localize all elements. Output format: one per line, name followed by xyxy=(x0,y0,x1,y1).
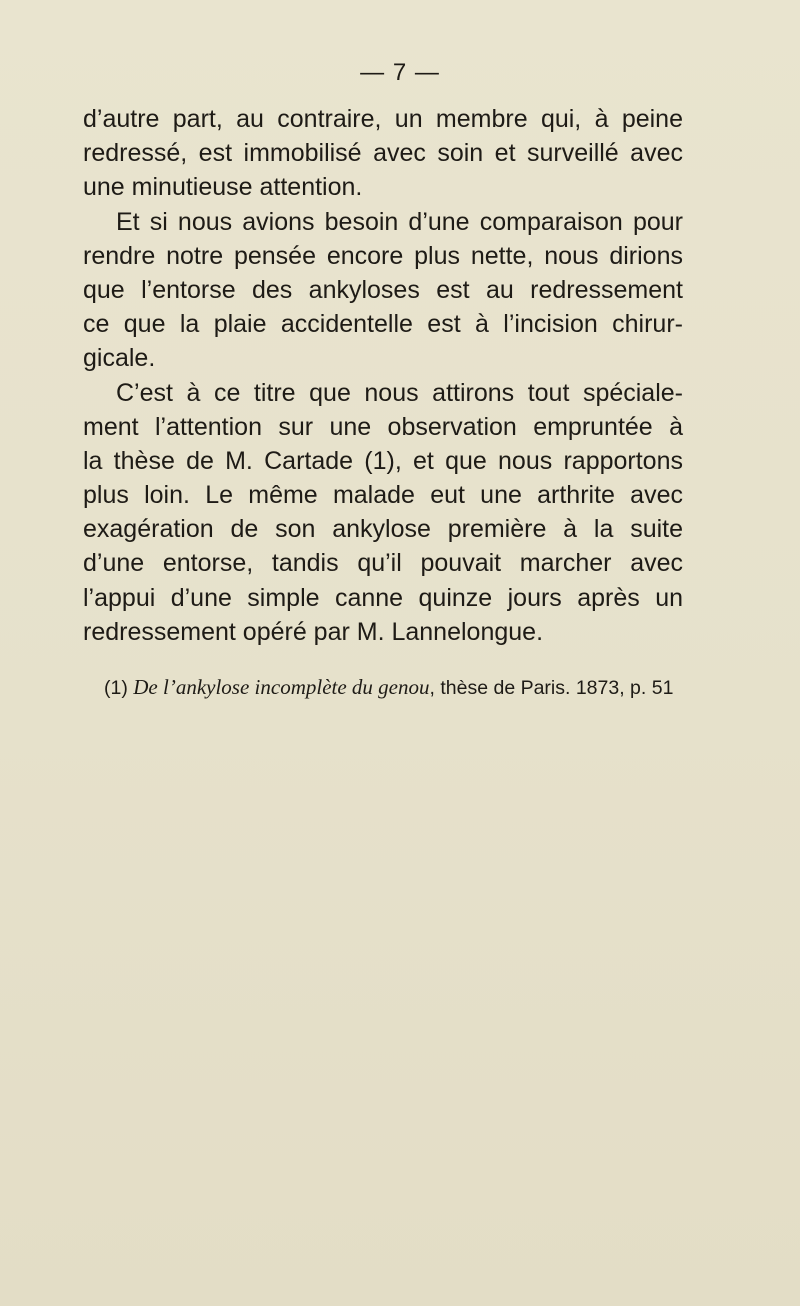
text-line: exagération de son ankylose première à la suite xyxy=(83,515,683,544)
text-line: d’une entorse, tandis qu’il pouvait marcher avec xyxy=(83,549,683,578)
text-line: redressement opéré par M. Lannelongue. xyxy=(83,617,544,646)
text-line: une minutieuse attention. xyxy=(83,173,363,202)
text-line: l’appui d’une simple canne quinze jours après un xyxy=(83,583,683,612)
text-line: que l’entorse des ankyloses est au redressement xyxy=(83,275,683,304)
text-line: gicale. xyxy=(83,344,156,373)
body-text xyxy=(83,102,683,649)
footnote-marker: (1) xyxy=(104,677,128,699)
text-line: rendre notre pensée encore plus nette, nous dirions xyxy=(83,241,683,270)
text-line: Et si nous avions besoin d’une comparaison pour xyxy=(116,207,683,236)
page-number: — 7 — xyxy=(360,59,440,86)
text-line: ment l’attention sur une observation empruntée à xyxy=(83,412,683,441)
text-line: C’est à ce titre que nous attirons tout spéciale- xyxy=(116,378,683,407)
text-line: ce que la plaie accidentelle est à l’incision chirur- xyxy=(83,310,683,339)
footnote-title: De l’ankylose incomplète du genou xyxy=(133,675,430,699)
text-line: redressé, est immobilisé avec soin et surveillé avec xyxy=(83,139,683,168)
text-line: d’autre part, au contraire, un membre qui, à peine xyxy=(83,105,683,133)
footnote-citation: , thèse de Paris. 1873, p. 51 xyxy=(429,677,674,699)
text-line: la thèse de M. Cartade (1), et que nous rapportons xyxy=(83,446,683,475)
text-line: plus loin. Le même malade eut une arthrite avec xyxy=(83,481,683,510)
footnote xyxy=(104,675,724,700)
